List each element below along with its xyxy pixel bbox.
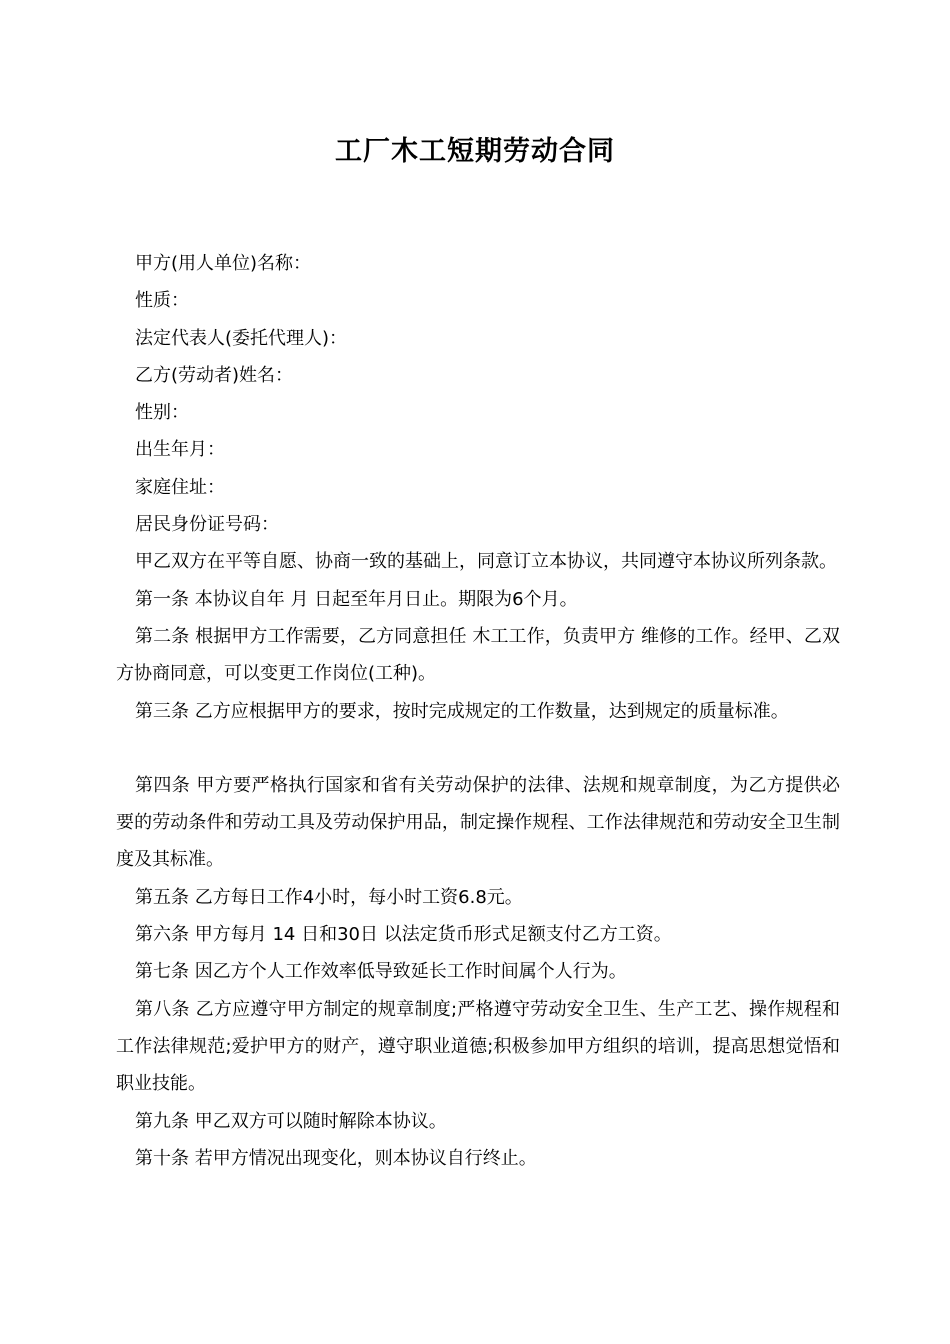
clause-10: 第十条 若甲方情况出现变化，则本协议自行终止。 — [135, 1147, 537, 1169]
clause-4: 第四条 甲方要严格执行国家和省有关劳动保护的法律、法规和规章制度，为乙方提供必要的劳动条件和劳动工具及劳动保护用品，制定操作规程、工作法律规范和劳动安全卫生制度及其标准。 — [116, 774, 840, 871]
field-home-address: 家庭住址： — [135, 476, 225, 498]
clause-9: 第九条 甲乙双方可以随时解除本协议。 — [135, 1110, 447, 1132]
clause-7: 第七条 因乙方个人工作效率低导致延长工作时间属个人行为。 — [135, 961, 627, 983]
field-nature: 性质： — [135, 290, 189, 312]
field-employee-name: 乙方(劳动者)姓名： — [135, 364, 294, 386]
field-id-number: 居民身份证号码： — [135, 514, 279, 536]
field-birth-date: 出生年月： — [135, 439, 225, 461]
clause-5: 第五条 乙方每日工作4小时，每小时工资6.8元。 — [135, 886, 523, 908]
clause-6: 第六条 甲方每月 14 日和30日 以法定货币形式足额支付乙方工资。 — [135, 924, 672, 946]
field-employer-name: 甲方(用人单位)名称： — [135, 253, 312, 274]
document-title: 工厂木工短期劳动合同 — [335, 136, 615, 167]
clause-3: 第三条 乙方应根据甲方的要求，按时完成规定的工作数量，达到规定的质量标准。 — [135, 700, 789, 722]
field-legal-representative: 法定代表人(委托代理人)： — [135, 327, 348, 349]
document-body — [116, 245, 840, 1177]
clause-1: 第一条 本协议自年 月 日起至年月日止。期限为6个月。 — [135, 588, 578, 610]
preamble-paragraph: 甲乙双方在平等自愿、协商一致的基础上，同意订立本协议，共同遵守本协议所列条款。 — [135, 551, 837, 573]
clause-2: 第二条 根据甲方工作需要，乙方同意担任 木工工作，负责甲方 维修的工作。经甲、乙双方协商同意，可以变更工作岗位(工种)。 — [116, 625, 840, 685]
field-gender: 性别： — [135, 402, 189, 424]
clause-8: 第八条 乙方应遵守甲方制定的规章制度;严格遵守劳动安全卫生、生产工艺、操作规程和工作法律规范;爱护甲方的财产，遵守职业道德;积极参加甲方组织的培训，提高思想觉悟和职业技能。 — [116, 998, 840, 1095]
